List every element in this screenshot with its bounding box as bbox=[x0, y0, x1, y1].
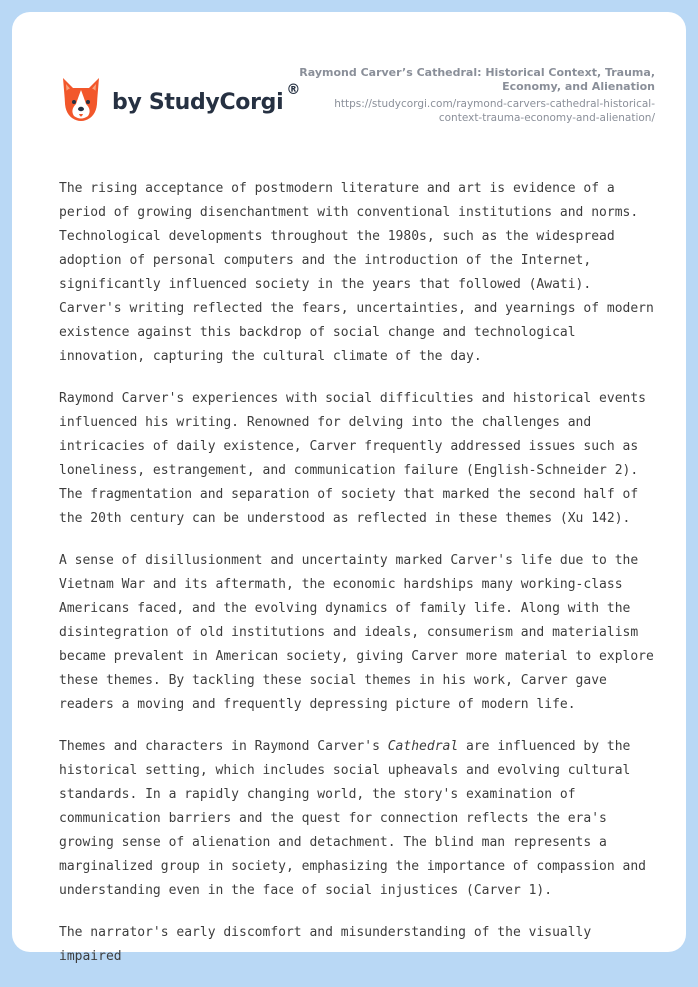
paragraph-4 bbox=[59, 735, 659, 903]
paragraph-5: The narrator's early discomfort and misunderstanding of the visually impaired bbox=[59, 925, 592, 964]
paragraph-1: The rising acceptance of postmodern literature and art is evidence of a period of growing disenchantment with conventional institutions and norms. Technological developments throughout the 1980s, such as the widespread adoption of personal computers and the introduction of the Internet, significantly influenced society in the years that followed (Awati). Carver's writing reflected the fears, uncertainties, and yearnings of modern existence against this backdrop of social change and technological innovation, capturing the cultural climate of the day. bbox=[59, 181, 654, 364]
document-title: Raymond Carver’s Cathedral: Historical Context, Trauma, Economy, and Alienation bbox=[299, 66, 655, 93]
work-title: Cathedral bbox=[387, 739, 459, 754]
document-body bbox=[59, 177, 659, 987]
brand-text: by StudyCorgi bbox=[112, 89, 284, 115]
brand-name bbox=[112, 81, 301, 115]
paragraph-3: A sense of disillusionment and uncertainty marked Carver's life due to the Vietnam War and its aftermath, the economic hardships many working-class Americans faced, and the evolving dynamics of family life. Along with the disintegration of old institutions and ideals, consumerism and materialism became prevalent in American society, giving Carver more material to explore these themes. By tackling these social themes in his work, Carver gave readers a moving and frequently depressing picture of modern life. bbox=[59, 553, 654, 712]
registered-mark: ® bbox=[286, 81, 301, 98]
document-meta bbox=[295, 66, 655, 125]
document-url[interactable]: https://studycorgi.com/raymond-carvers-cathedral-historical-context-trauma-economy-and-alienation/ bbox=[334, 98, 655, 124]
paragraph-4-end: are influenced by the historical setting, which includes social upheavals and evolving cultural standards. In a rapidly changing world, the story's examination of communication barriers and the quest for connection reflects the era's growing sense of alienation and detachment. The blind man represents a marginalized group in society, emphasizing the importance of compassion and understanding even in the face of social injustices (Carver 1). bbox=[59, 739, 646, 898]
document-page bbox=[12, 12, 686, 964]
corgi-icon bbox=[60, 76, 102, 124]
paragraph-4-start: Themes and characters in Raymond Carver's bbox=[59, 739, 388, 754]
paragraph-2: Raymond Carver's experiences with social difficulties and historical events influenced his writing. Renowned for delving into the challenges and intricacies of daily existence, Carver frequently addressed issues such as loneliness, estrangement, and communication failure (English-Schneider 2). The fragmentation and separation of society that marked the second half of the 20th century can be understood as reflected in these themes (Xu 142). bbox=[59, 391, 646, 526]
studycorgi-logo[interactable] bbox=[60, 76, 300, 124]
